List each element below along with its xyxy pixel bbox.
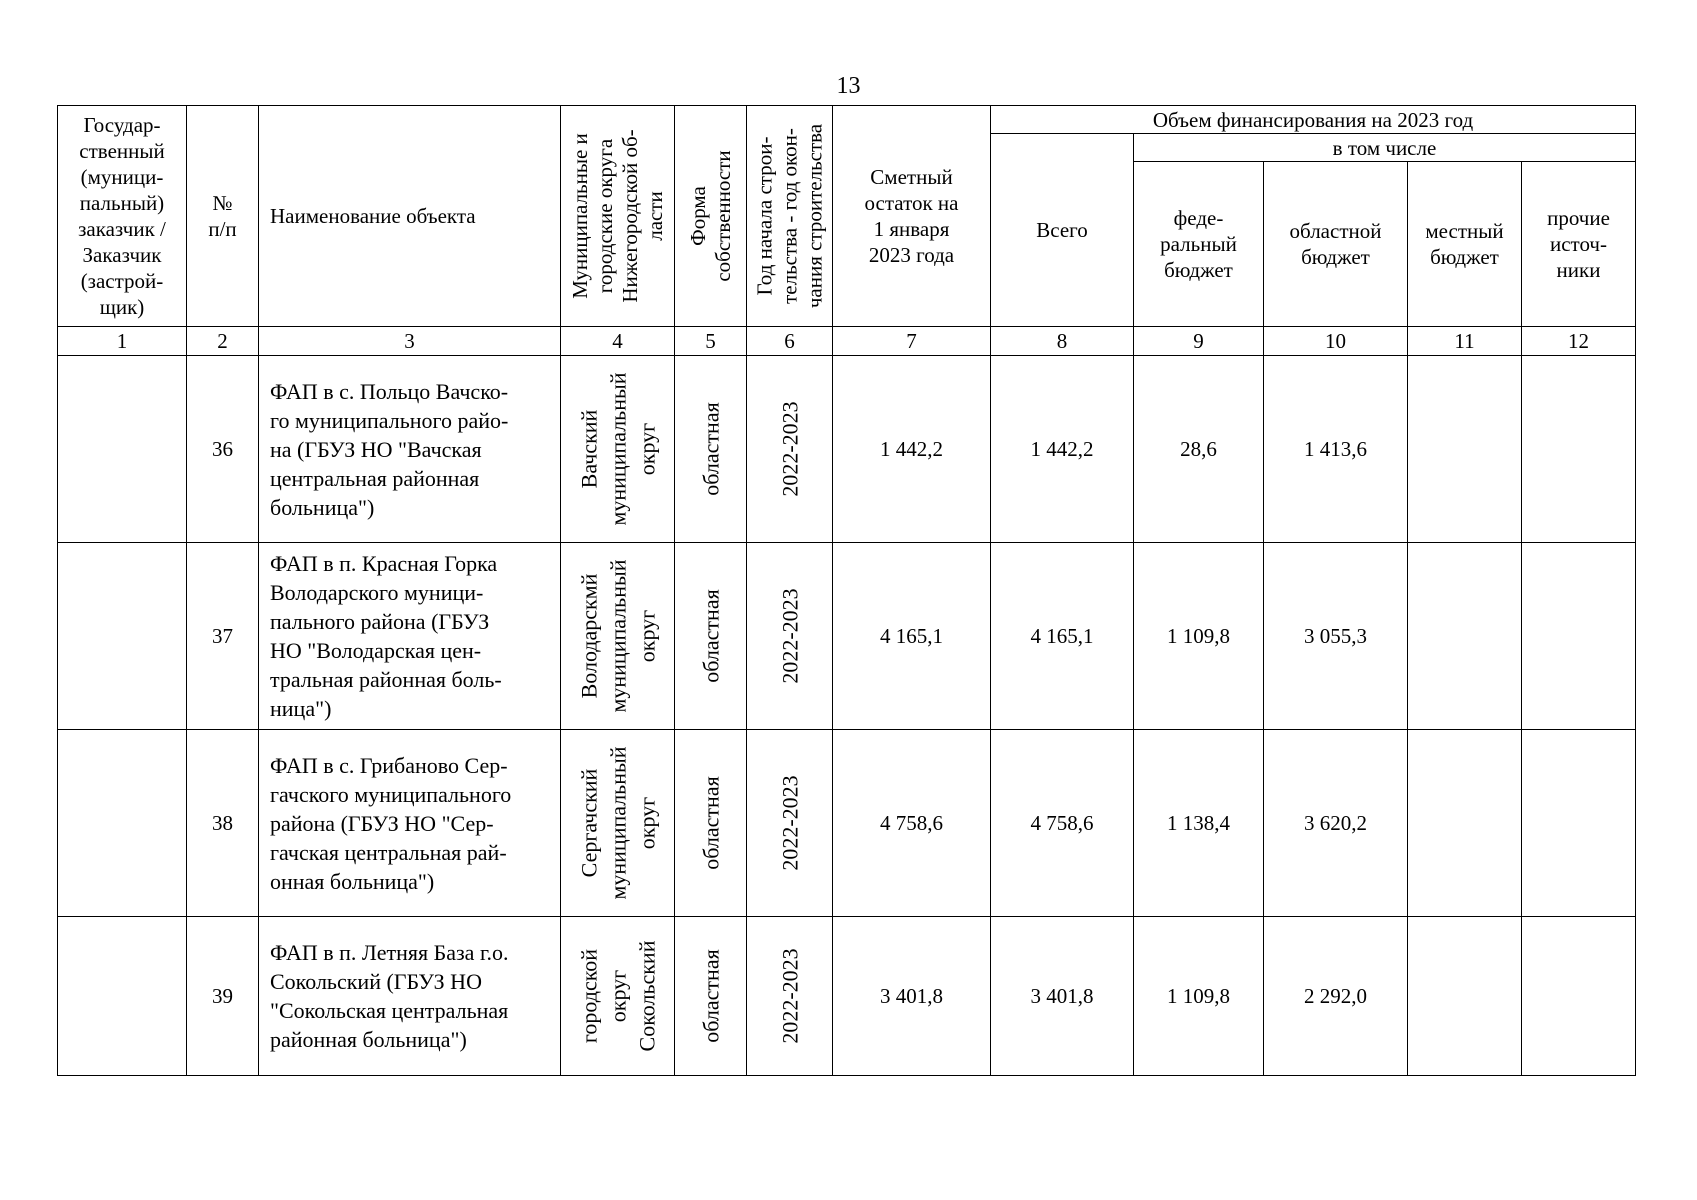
cell-customer (58, 917, 187, 1076)
page-number: 13 (836, 73, 861, 99)
header-regional: областной бюджет (1264, 162, 1408, 327)
cell-total: 4 165,1 (991, 543, 1134, 730)
table-row (58, 356, 1636, 543)
cell-number: 38 (187, 730, 259, 917)
cell-regional: 3 620,2 (1264, 730, 1408, 917)
cell-other (1522, 356, 1636, 543)
table-row (58, 543, 1636, 730)
cell-total: 4 758,6 (991, 730, 1134, 917)
cell-object-name: ФАП в п. Летняя База г.о. Сокольский (ГБУЗ НО "Сокольская центральная районная больница") (259, 917, 561, 1076)
header-object-name: Наименование объекта (259, 106, 561, 327)
cell-regional: 3 055,3 (1264, 543, 1408, 730)
header-local: местный бюджет (1408, 162, 1522, 327)
cell-ownership: областная (675, 730, 747, 917)
cell-ownership: областная (675, 917, 747, 1076)
cell-federal: 1 138,4 (1134, 730, 1264, 917)
cell-number: 36 (187, 356, 259, 543)
header-other: прочие источ- ники (1522, 162, 1636, 327)
cell-object-name: ФАП в с. Грибаново Сер- гачского муниципального района (ГБУЗ НО "Сер- гачская центральная рай- онная больница") (259, 730, 561, 917)
cell-local (1408, 543, 1522, 730)
header-ownership: Форма собственности (675, 106, 747, 327)
cell-federal: 1 109,8 (1134, 543, 1264, 730)
cell-federal: 28,6 (1134, 356, 1264, 543)
column-number: 4 (561, 327, 675, 356)
cell-regional: 1 413,6 (1264, 356, 1408, 543)
cell-ownership: областная (675, 543, 747, 730)
table-row (58, 917, 1636, 1076)
cell-years: 2022-2023 (747, 730, 833, 917)
cell-estimate: 3 401,8 (833, 917, 991, 1076)
cell-other (1522, 917, 1636, 1076)
cell-other (1522, 730, 1636, 917)
column-number: 11 (1408, 327, 1522, 356)
cell-district: Сергачский муниципальный округ (561, 730, 675, 917)
header-years: Год начала строи- тельства - год окон- чания строительства (747, 106, 833, 327)
cell-local (1408, 917, 1522, 1076)
column-number: 12 (1522, 327, 1636, 356)
cell-ownership: областная (675, 356, 747, 543)
cell-estimate: 1 442,2 (833, 356, 991, 543)
header-number: № п/п (187, 106, 259, 327)
cell-customer (58, 730, 187, 917)
cell-number: 39 (187, 917, 259, 1076)
header-federal: феде- ральный бюджет (1134, 162, 1264, 327)
column-number: 3 (259, 327, 561, 356)
column-number: 6 (747, 327, 833, 356)
cell-object-name: ФАП в п. Красная Горка Володарского муници- пального района (ГБУЗ НО "Володарская цен- тральная районная боль- ница") (259, 543, 561, 730)
cell-customer (58, 543, 187, 730)
column-number: 1 (58, 327, 187, 356)
cell-district: городской округ Сокольский (561, 917, 675, 1076)
table-row (58, 730, 1636, 917)
cell-district: Володарскмй муниципальный округ (561, 543, 675, 730)
cell-district: Вачский муниципальный округ (561, 356, 675, 543)
financing-table (57, 105, 1636, 1076)
cell-other (1522, 543, 1636, 730)
column-number-row (58, 327, 1636, 356)
cell-estimate: 4 165,1 (833, 543, 991, 730)
cell-number: 37 (187, 543, 259, 730)
cell-regional: 2 292,0 (1264, 917, 1408, 1076)
cell-total: 3 401,8 (991, 917, 1134, 1076)
cell-estimate: 4 758,6 (833, 730, 991, 917)
column-number: 8 (991, 327, 1134, 356)
column-number: 10 (1264, 327, 1408, 356)
cell-years: 2022-2023 (747, 356, 833, 543)
cell-total: 1 442,2 (991, 356, 1134, 543)
header-customer (58, 106, 187, 327)
column-number: 7 (833, 327, 991, 356)
header-districts: Муниципальные и городские округа Нижегородской об- ласти (561, 106, 675, 327)
header-financing: Объем финансирования на 2023 год (991, 106, 1636, 134)
cell-federal: 1 109,8 (1134, 917, 1264, 1076)
cell-local (1408, 730, 1522, 917)
header-total: Всего (991, 134, 1134, 327)
header-including: в том числе (1134, 134, 1636, 162)
header-estimate: Сметный остаток на 1 января 2023 года (833, 106, 991, 327)
column-number: 9 (1134, 327, 1264, 356)
cell-years: 2022-2023 (747, 543, 833, 730)
cell-local (1408, 356, 1522, 543)
column-number: 5 (675, 327, 747, 356)
cell-years: 2022-2023 (747, 917, 833, 1076)
column-number: 2 (187, 327, 259, 356)
cell-customer (58, 356, 187, 543)
cell-object-name: ФАП в с. Польцо Вачско- го муниципального райо- на (ГБУЗ НО "Вачская центральная районная больница") (259, 356, 561, 543)
header-customer-lines: Государ- ственный (муници- пальный) заказчик / Заказчик (застрой- щик) (78, 113, 166, 319)
